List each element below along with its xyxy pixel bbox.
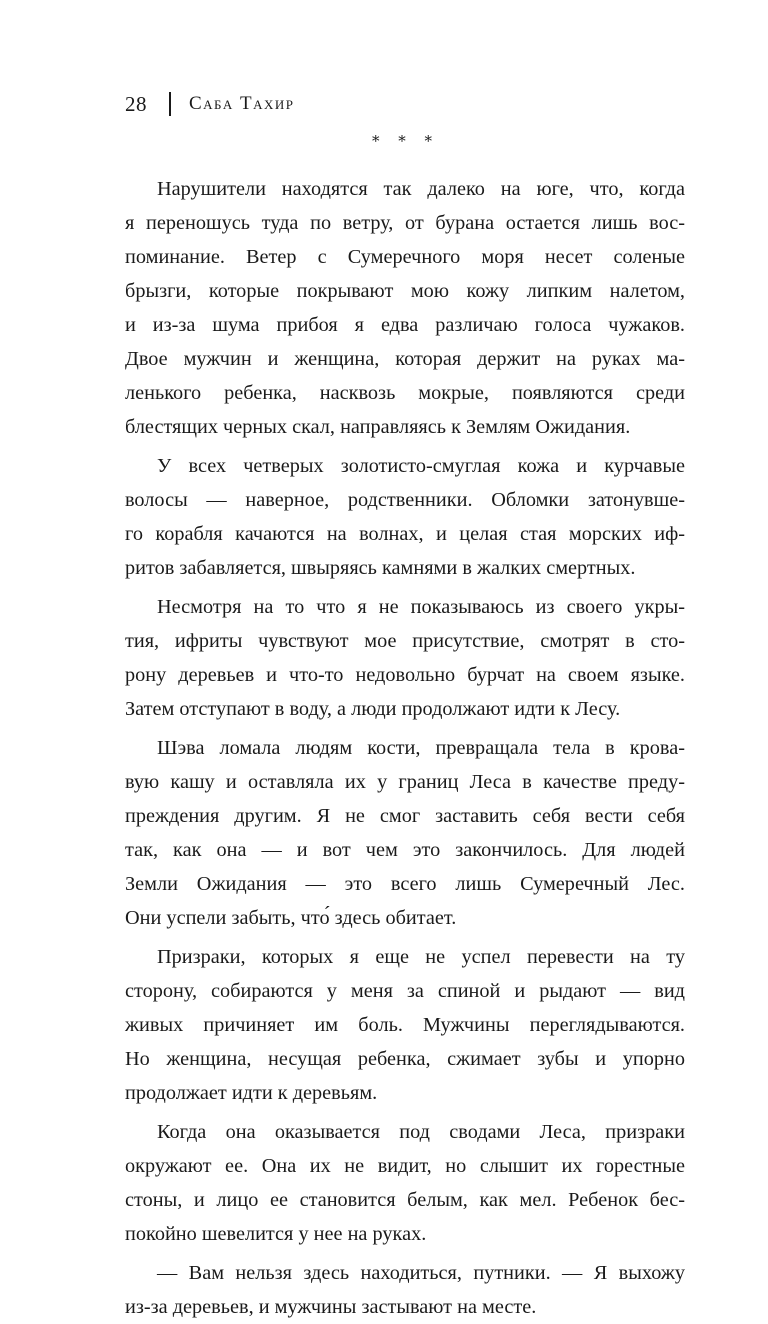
text-line: ленького ребенка, насквозь мокрые, появляются среди	[125, 382, 685, 404]
text-line: ритов забавляется, швыряясь камнями в жалких смертных.	[125, 557, 636, 579]
text-line: Земли Ожидания — это всего лишь Сумеречный Лес.	[125, 873, 685, 895]
body-text	[125, 172, 685, 1324]
text-line: стоны, и лицо ее становится белым, как мел. Ребенок бес-	[125, 1189, 685, 1211]
text-line: покойно шевелится у нее на руках.	[125, 1223, 427, 1245]
paragraph	[125, 1115, 685, 1251]
text-line: Шэва ломала людям кости, превращала тела в крова-	[157, 737, 685, 759]
text-line: брызги, которые покрывают мою кожу липким налетом,	[125, 280, 685, 302]
text-line: Призраки, которых я еще не успел перевести на ту	[157, 946, 685, 968]
text-line: Затем отступают в воду, а люди продолжают идти к Лесу.	[125, 698, 621, 720]
text-line: волосы — наверное, родственники. Обломки затонувше-	[125, 489, 685, 511]
text-line: го корабля качаются на волнах, и целая стая морских иф-	[125, 523, 685, 545]
author-name: Саба Тахир	[189, 93, 295, 114]
text-line: Несмотря на то что я не показываюсь из своего укры-	[157, 596, 685, 618]
paragraph	[125, 731, 685, 935]
page-number: 28	[125, 91, 147, 116]
text-line: так, как она — и вот чем это закончилось. Для людей	[125, 839, 685, 861]
text-line: продолжает идти к деревьям.	[125, 1082, 378, 1104]
text-line: У всех четверых золотисто-смуглая кожа и курчавые	[157, 455, 685, 477]
text-line: преждения другим. Я не смог заставить себя вести себя	[125, 805, 685, 827]
text-line: Двое мужчин и женщина, которая держит на руках ма-	[125, 348, 685, 370]
text-line: блестящих черных скал, направляясь к Землям Ожидания.	[125, 416, 631, 438]
paragraph	[125, 590, 685, 726]
text-line: Когда она оказывается под сводами Леса, призраки	[157, 1121, 685, 1143]
text-line: — Вам нельзя здесь находиться, путники. — Я выхожу	[157, 1262, 685, 1284]
text-line: живых причиняет им боль. Мужчины переглядываются.	[125, 1014, 685, 1036]
text-line: Но женщина, несущая ребенка, сжимает зубы и упорно	[125, 1048, 685, 1070]
text-line: тия, ифриты чувствуют мое присутствие, смотрят в сто-	[125, 630, 685, 652]
text-line: и из-за шума прибоя я едва различаю голоса чужаков.	[125, 314, 685, 336]
scene-break: * * *	[371, 132, 440, 150]
paragraph	[125, 940, 685, 1110]
text-line: вую кашу и оставляла их у границ Леса в качестве преду-	[125, 771, 685, 793]
text-line: Они успели забыть, что́ здесь обитает.	[125, 907, 457, 929]
paragraph	[125, 172, 685, 444]
text-line: я переношусь туда по ветру, от бурана остается лишь вос-	[125, 212, 685, 234]
text-line: Нарушители находятся так далеко на юге, что, когда	[157, 178, 685, 200]
text-line: поминание. Ветер с Сумеречного моря несет соленые	[125, 246, 685, 268]
running-head	[125, 90, 295, 118]
paragraph	[125, 1256, 685, 1324]
text-line: из-за деревьев, и мужчины застывают на месте.	[125, 1296, 537, 1318]
paragraph	[125, 449, 685, 585]
running-head-divider	[169, 92, 171, 116]
text-line: сторону, собираются у меня за спиной и рыдают — вид	[125, 980, 685, 1002]
text-line: окружают ее. Она их не видит, но слышит их горестные	[125, 1155, 685, 1177]
text-line: рону деревьев и что-то недовольно бурчат на своем языке.	[125, 664, 685, 686]
